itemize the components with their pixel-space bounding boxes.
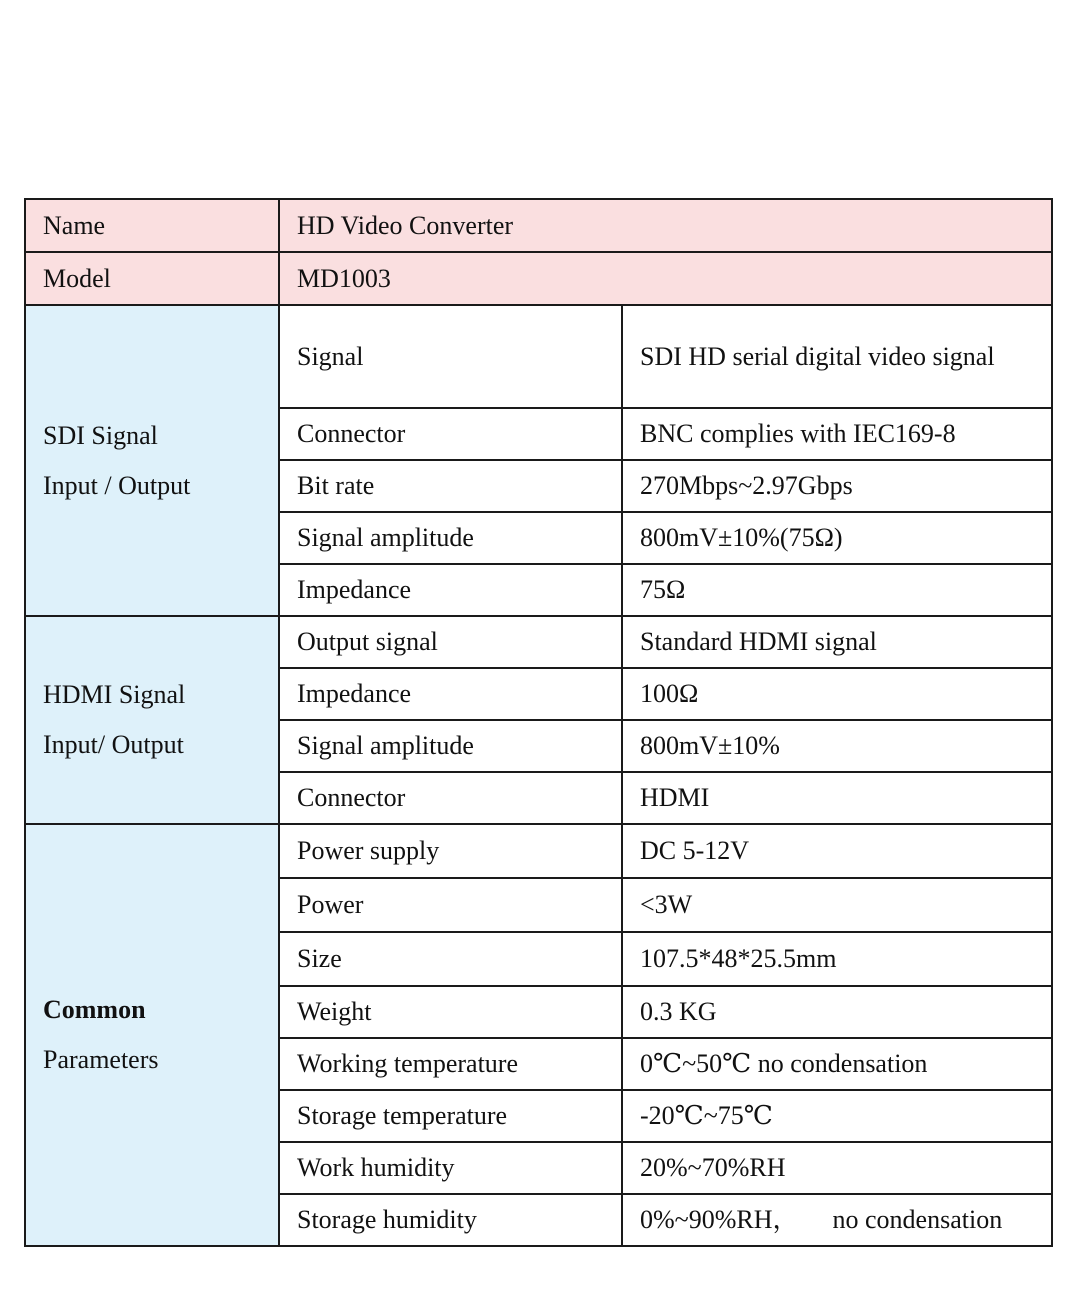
param-label: Power bbox=[279, 878, 622, 932]
spec-table bbox=[24, 198, 1053, 1247]
group-title-line: SDI Signal bbox=[43, 420, 158, 450]
param-label: Signal amplitude bbox=[279, 512, 622, 564]
param-value-main: 0%~90%RH， bbox=[640, 1205, 799, 1234]
table-row-name bbox=[25, 199, 1052, 252]
group-sdi-title bbox=[25, 305, 279, 616]
param-value: 20%~70%RH bbox=[622, 1142, 1052, 1194]
param-value: Standard HDMI signal bbox=[622, 616, 1052, 668]
param-label: Signal bbox=[279, 305, 622, 408]
param-value: 0℃~50℃ no condensation bbox=[622, 1038, 1052, 1090]
param-value: 75Ω bbox=[622, 564, 1052, 616]
group-title-line: Input/ Output bbox=[43, 730, 184, 759]
group-common-title bbox=[25, 824, 279, 1246]
param-value: BNC complies with IEC169-8 bbox=[622, 408, 1052, 460]
param-label: Connector bbox=[279, 772, 622, 824]
param-label: Output signal bbox=[279, 616, 622, 668]
param-value: 270Mbps~2.97Gbps bbox=[622, 460, 1052, 512]
param-label: Impedance bbox=[279, 668, 622, 720]
param-label: Storage temperature bbox=[279, 1090, 622, 1142]
group-title-line: HDMI Signal bbox=[43, 680, 186, 709]
param-value: 107.5*48*25.5mm bbox=[622, 932, 1052, 986]
model-value: MD1003 bbox=[279, 252, 1052, 305]
group-title-line: Input / Output bbox=[43, 470, 191, 500]
name-label: Name bbox=[25, 199, 279, 252]
param-value: DC 5-12V bbox=[622, 824, 1052, 878]
param-label: Power supply bbox=[279, 824, 622, 878]
param-label: Weight bbox=[279, 986, 622, 1038]
param-value: 100Ω bbox=[622, 668, 1052, 720]
param-value bbox=[622, 1194, 1052, 1246]
param-label: Size bbox=[279, 932, 622, 986]
param-value: -20℃~75℃ bbox=[622, 1090, 1052, 1142]
param-value-note: no condensation bbox=[832, 1205, 1003, 1234]
param-label: Storage humidity bbox=[279, 1194, 622, 1246]
group-hdmi-title bbox=[25, 616, 279, 824]
table-row bbox=[25, 305, 1052, 408]
model-label: Model bbox=[25, 252, 279, 305]
param-label: Bit rate bbox=[279, 460, 622, 512]
param-value: 0.3 KG bbox=[622, 986, 1052, 1038]
param-value: <3W bbox=[622, 878, 1052, 932]
param-value: HDMI bbox=[622, 772, 1052, 824]
group-title-line: Parameters bbox=[43, 1045, 159, 1074]
group-title-line: Common bbox=[43, 995, 146, 1024]
param-label: Working temperature bbox=[279, 1038, 622, 1090]
param-label: Impedance bbox=[279, 564, 622, 616]
table-row-model bbox=[25, 252, 1052, 305]
table-row bbox=[25, 824, 1052, 878]
param-label: Signal amplitude bbox=[279, 720, 622, 772]
param-value: SDI HD serial digital video signal bbox=[622, 305, 1052, 408]
table-row bbox=[25, 616, 1052, 668]
param-value: 800mV±10%(75Ω) bbox=[622, 512, 1052, 564]
param-value: 800mV±10% bbox=[622, 720, 1052, 772]
param-label: Connector bbox=[279, 408, 622, 460]
name-value: HD Video Converter bbox=[279, 199, 1052, 252]
param-label: Work humidity bbox=[279, 1142, 622, 1194]
